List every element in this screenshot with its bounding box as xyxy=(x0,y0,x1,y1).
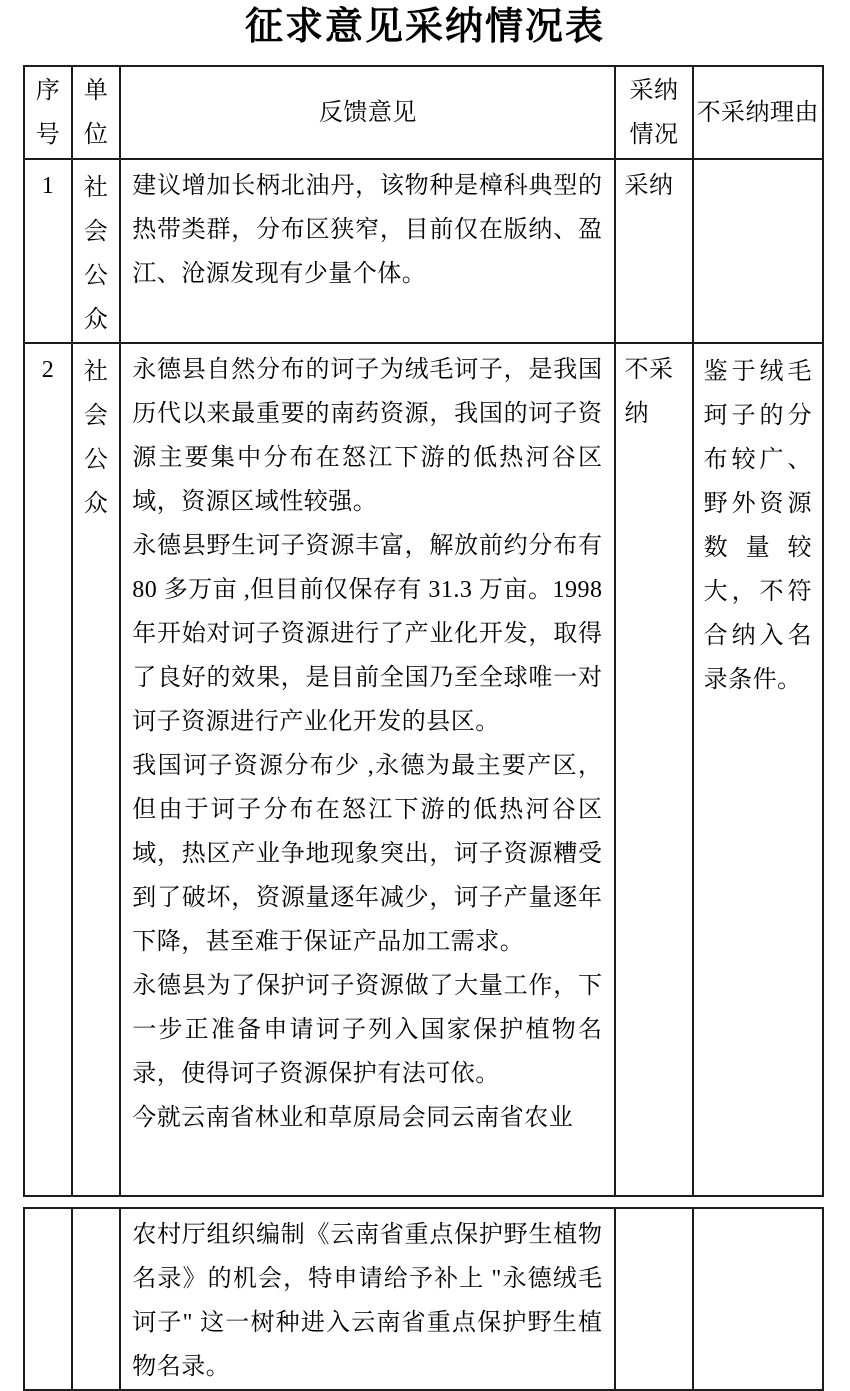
header-no: 序号 xyxy=(24,66,72,159)
row1-unit-cell: 社会公众 xyxy=(72,159,120,343)
cont-no-cell xyxy=(24,1208,72,1390)
page-title: 征求意见采纳情况表 xyxy=(244,6,605,48)
table-header-row xyxy=(24,66,823,159)
cont-adoption-cell xyxy=(615,1208,692,1390)
feedback-paragraph: 永德县野生诃子资源丰富，解放前约分布有 80 多万亩 ,但目前仅保存有 31.3 万亩。1998 年开始对诃子资源进行了产业化开发，取得了良好的效果，是目前全国乃至全球唯一对诃子资源进行产业化开发的县区。 xyxy=(132,533,603,735)
header-feedback: 反馈意见 xyxy=(120,66,615,159)
feedback-paragraph: 农村厅组织编制《云南省重点保护野生植物名录》的机会，特申请给予补上 "永德绒毛诃子" 这一树种进入云南省重点保护野生植物名录。 xyxy=(132,1222,603,1380)
row1-feedback-cell xyxy=(120,159,615,343)
feedback-paragraph: 建议增加长柄北油丹，该物种是樟科典型的热带类群，分布区狭窄，目前仅在版纳、盈江、沧源发现有少量个体。 xyxy=(132,173,603,287)
cont-unit-cell xyxy=(72,1208,120,1390)
cont-reason-cell xyxy=(693,1208,823,1390)
feedback-paragraph: 永德县为了保护诃子资源做了大量工作，下一步正准备申请诃子列入国家保护植物名录，使得诃子资源保护有法可依。 xyxy=(132,973,603,1087)
opinion-adoption-table-continued xyxy=(23,1207,824,1391)
row2-feedback-cell xyxy=(120,343,615,1196)
feedback-paragraph: 我国诃子资源分布少 ,永德为最主要产区，但由于诃子分布在怒江下游的低热河谷区域，热区产业争地现象突出，诃子资源糟受到了破坏，资源量逐年减少，诃子产量逐年下降，甚至难于保证产品加工需求。 xyxy=(132,753,603,955)
row1-adoption-cell: 采纳 xyxy=(615,159,692,343)
opinion-adoption-table xyxy=(23,65,824,1197)
row2-no-cell: 2 xyxy=(24,343,72,1196)
header-reason: 不采纳理由 xyxy=(693,66,823,159)
row1-no-cell: 1 xyxy=(24,159,72,343)
cont-feedback-cell xyxy=(120,1208,615,1390)
table-row-continuation xyxy=(24,1208,823,1390)
feedback-paragraph: 今就云南省林业和草原局会同云南省农业 xyxy=(132,1105,574,1131)
row1-reason-cell xyxy=(693,159,823,343)
table-row xyxy=(24,159,823,343)
table-row xyxy=(24,343,823,1196)
row2-unit-cell: 社会公众 xyxy=(72,343,120,1196)
header-unit: 单位 xyxy=(72,66,120,159)
header-adoption: 采纳情况 xyxy=(615,66,692,159)
row2-reason-cell: 鉴于绒毛珂子的分布较广、野外资源数量较大，不符合纳入名录条件。 xyxy=(693,343,823,1196)
row2-adoption-cell: 不采纳 xyxy=(615,343,692,1196)
feedback-paragraph: 永德县自然分布的诃子为绒毛诃子，是我国历代以来最重要的南药资源，我国的诃子资源主要集中分布在怒江下游的低热河谷区域，资源区域性较强。 xyxy=(132,357,603,515)
